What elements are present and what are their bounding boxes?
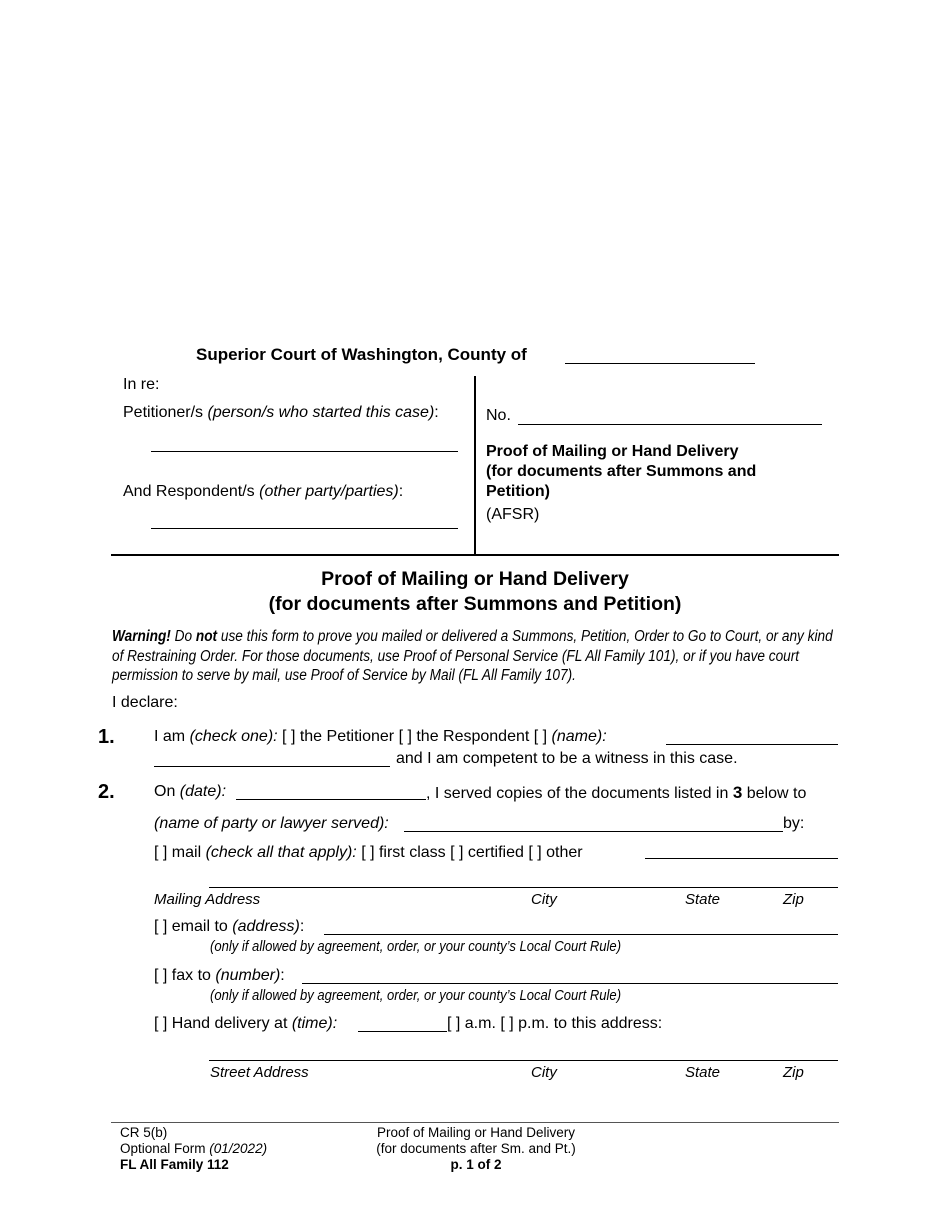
mailing-address-field[interactable] — [209, 887, 838, 888]
declare-label: I declare: — [112, 694, 178, 711]
city-label: City — [531, 891, 557, 908]
item-1-number: 1. — [98, 726, 115, 748]
by-label: by: — [783, 815, 805, 832]
am-pm-options[interactable]: [ ] a.m. [ ] p.m. to this address: — [447, 1015, 663, 1032]
court-title: Superior Court of Washington, County of — [196, 345, 527, 364]
street-address-label: Street Address — [210, 1064, 309, 1081]
respondent-name-field[interactable] — [151, 528, 458, 529]
footer-center: Proof of Mailing or Hand Delivery (for documents after Sm. and Pt.) p. 1 of 2 — [376, 1125, 576, 1172]
caption-divider — [474, 376, 476, 554]
email-address-field[interactable] — [324, 934, 838, 935]
declarant-name-field[interactable] — [666, 744, 838, 745]
fax-allowed-note: (only if allowed by agreement, order, or your county’s Local Court Rule) — [210, 988, 622, 1004]
item-2-served-text: , I served copies of the documents listed in 3 below to — [426, 783, 807, 802]
form-title-box: Proof of Mailing or Hand Delivery (for documents after Summons and Petition) — [486, 443, 757, 500]
email-allowed-note: (only if allowed by agreement, order, or your county’s Local Court Rule) — [210, 939, 622, 955]
caption-bottom-rule — [111, 554, 839, 556]
county-field[interactable] — [565, 363, 755, 364]
state-label-2: State — [685, 1064, 721, 1081]
email-option[interactable]: [ ] email to (address): — [154, 918, 305, 935]
delivery-time-field[interactable] — [358, 1031, 447, 1032]
form-code: (AFSR) — [486, 506, 540, 523]
mailing-address-label: Mailing Address — [154, 891, 261, 908]
state-label: State — [685, 891, 721, 908]
footer-rule — [111, 1122, 839, 1123]
footer-left: CR 5(b) Optional Form (01/2022) FL All Family 112 — [120, 1125, 268, 1172]
service-date-field[interactable] — [236, 799, 426, 800]
name-served-field[interactable] — [404, 831, 783, 832]
city-label-2: City — [531, 1064, 557, 1081]
item-1-competent: and I am competent to be a witness in this case. — [396, 750, 738, 767]
case-number-label: No. — [486, 407, 511, 424]
in-re-label: In re: — [123, 376, 160, 393]
name-served-label: (name of party or lawyer served): — [154, 815, 389, 832]
hand-delivery-option[interactable]: [ ] Hand delivery at (time): — [154, 1015, 338, 1032]
petitioner-name-field[interactable] — [151, 451, 458, 452]
fax-number-field[interactable] — [302, 983, 838, 984]
page-title: Proof of Mailing or Hand Delivery (for documents after Summons and Petition) — [268, 568, 682, 615]
street-address-field[interactable] — [209, 1060, 838, 1061]
petitioner-label: Petitioner/s (person/s who started this case): — [123, 404, 439, 421]
case-number-field[interactable] — [518, 424, 822, 425]
declarant-name-field-2[interactable] — [154, 766, 390, 767]
zip-label: Zip — [783, 891, 804, 908]
zip-label-2: Zip — [783, 1064, 804, 1081]
respondent-label: And Respondent/s (other party/parties): — [123, 483, 404, 500]
item-1-line1: I am (check one): [ ] the Petitioner [ ] the Respondent [ ] (name): — [154, 728, 607, 745]
mail-option[interactable]: [ ] mail (check all that apply): [ ] first class [ ] certified [ ] other — [154, 844, 583, 861]
fax-option[interactable]: [ ] fax to (number): — [154, 967, 285, 984]
mail-other-field[interactable] — [645, 858, 838, 859]
warning-text: Warning! Do not use this form to prove you mailed or delivered a Summons, Petition, Order to Go to Court, or any kind of Restraining Order. For those documents, use Proof of Personal Service (FL All Family 101), or if you have court permission to serve by mail, use Proof of Service by Mail (FL All Family 107). — [112, 628, 833, 684]
item-2-number: 2. — [98, 781, 115, 803]
item-2-on-date: On (date): — [154, 783, 227, 800]
